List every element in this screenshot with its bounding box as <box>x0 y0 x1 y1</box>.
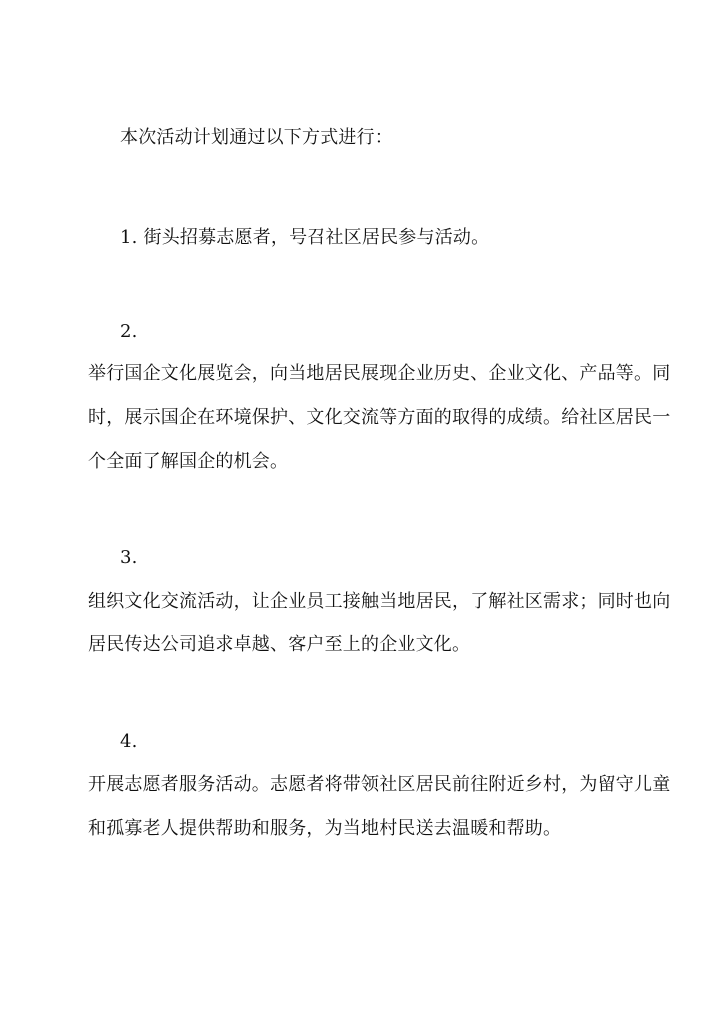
list-item-number: 4. <box>120 731 138 752</box>
list-item-text: 举行国企文化展览会，向当地居民展现企业历史、企业文化、产品等。同 <box>88 363 671 384</box>
intro-paragraph: 本次活动计划通过以下方式进行： <box>120 127 393 148</box>
list-item-text: 开展志愿者服务活动。志愿者将带领社区居民前往附近乡村，为留守儿童 <box>88 774 671 795</box>
list-item-number: 1. <box>120 227 138 248</box>
list-item-number: 2. <box>120 321 138 342</box>
list-item-text: 和孤寡老人提供帮助和服务，为当地村民送去温暖和帮助。 <box>88 818 562 839</box>
list-item-text: 时，展示国企在环境保护、文化交流等方面的取得的成绩。给社区居民一 <box>88 407 671 428</box>
list-item-number: 3. <box>120 547 138 568</box>
list-item-text: 组织文化交流活动，让企业员工接触当地居民，了解社区需求；同时也向 <box>88 591 671 612</box>
list-item-1 <box>120 226 680 250</box>
list-item-text: 居民传达公司追求卓越、客户至上的企业文化。 <box>88 634 471 655</box>
list-item-text: 个全面了解国企的机会。 <box>88 451 289 472</box>
list-item-text: 街头招募志愿者，号召社区居民参与活动。 <box>143 227 490 248</box>
